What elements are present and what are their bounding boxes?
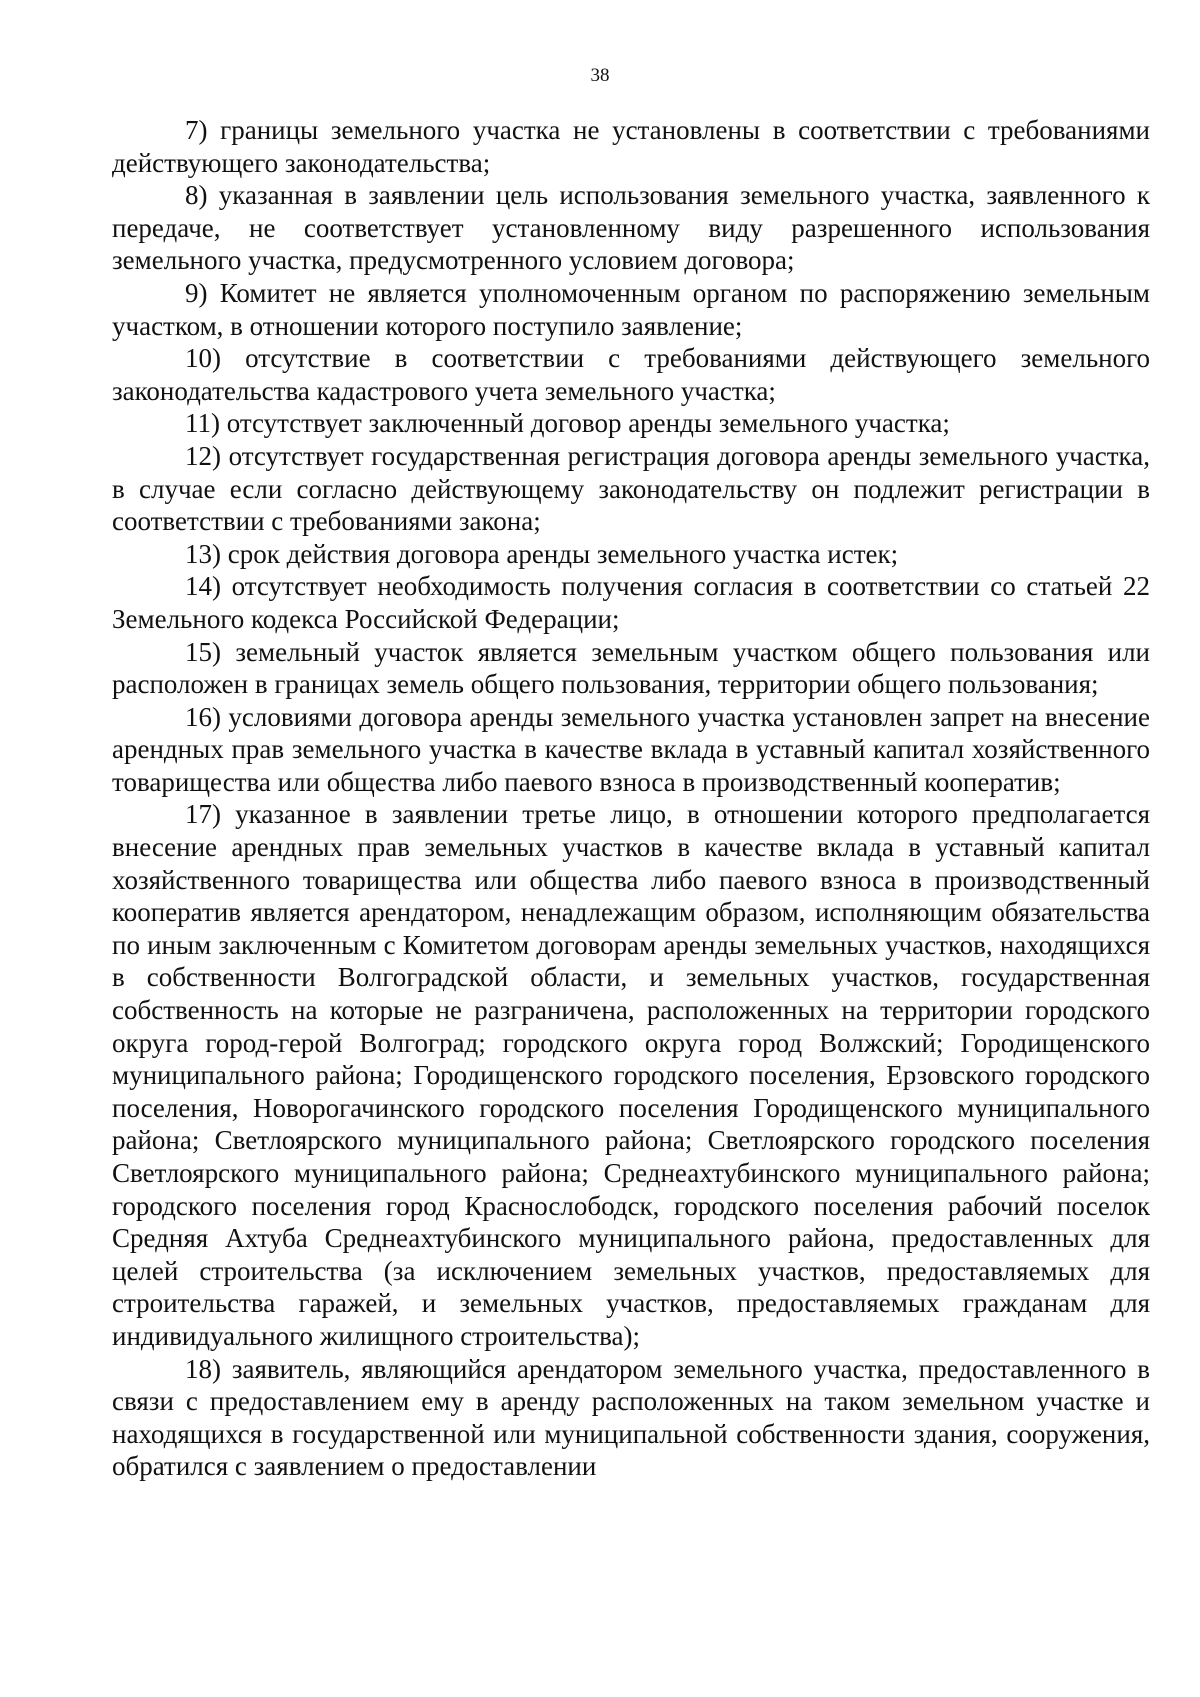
document-body [112,114,1150,1483]
list-item-13: 13) срок действия договора аренды земельного участка истек; [185,538,899,569]
list-item-18: 18) заявитель, являющийся арендатором земельного участка, предоставленного в связи с предоставлением ему в аренду расположенных на таком земельном участке и находящихся в государственной или муниципальной собственности здания, сооружения, обратился с заявлением о предоставлении [112,1353,1150,1482]
list-item-8: 8) указанная в заявлении цель использования земельного участка, заявленного к передаче, не соответствует установленному виду разрешенного использования земельного участка, предусмотренного условием договора; [112,180,1150,276]
page-number: 38 [590,65,610,86]
list-item-15: 15) земельный участок является земельным участком общего пользования или расположен в границах земель общего пользования, территории общего пользования; [112,636,1150,700]
list-item-17: 17) указанное в заявлении третье лицо, в отношении которого предполагается внесение арендных прав земельных участков в качестве вклада в уставный капитал хозяйственного товарищества или общества либо паевого взноса в производственный кооператив является арендатором, ненадлежащим образом, исполняющим обязательства по иным заключенным с Комитетом договорам аренды земельных участков, находящихся в собственности Волгоградской области, и земельных участков, государственная собственность на которые не разграничена, расположенных на территории городского округа город-герой Волгоград; городского округа город Волжский; Городищенского муниципального района; Городищенского городского поселения, Ерзовского городского поселения, Новорогачинского городского поселения Городищенского муниципального района; Светлоярского муниципального района; Светлоярского городского поселения Светлоярского муниципального района; Среднеахтубинского муниципального района; городского поселения город Краснослободск, городского поселения рабочий поселок Средняя Ахтуба Среднеахтубинского муниципального района, предоставленных для целей строительства (за исключением земельных участков, предоставляемых для строительства гаражей, и земельных участков, предоставляемых гражданам для индивидуального жилищного строительства); [112,799,1150,1351]
list-item-11: 11) отсутствует заключенный договор аренды земельного участка; [185,408,950,439]
list-item-10: 10) отсутствие в соответствии с требованиями действующего земельного законодательства кадастрового учета земельного участка; [112,343,1150,406]
list-item-7: 7) границы земельного участка не установлены в соответствии с требованиями действующего законодательства; [112,115,1150,178]
list-item-16: 16) условиями договора аренды земельного участка установлен запрет на внесение арендных прав земельного участка в качестве вклада в уставный капитал хозяйственного товарищества или общества либо паевого взноса в производственный кооператив; [112,701,1150,797]
list-item-14: 14) отсутствует необходимость получения согласия в соответствии со статьей 22 Земельного кодекса Российской Федерации; [112,571,1150,634]
list-item-12: 12) отсутствует государственная регистрация договора аренды земельного участка, в случае если согласно действующему законодательству он подлежит регистрации в соответствии с требованиями закона; [112,440,1150,537]
list-item-9: 9) Комитет не является уполномоченным органом по распоряжению земельным участком, в отношении которого поступило заявление; [112,277,1150,341]
